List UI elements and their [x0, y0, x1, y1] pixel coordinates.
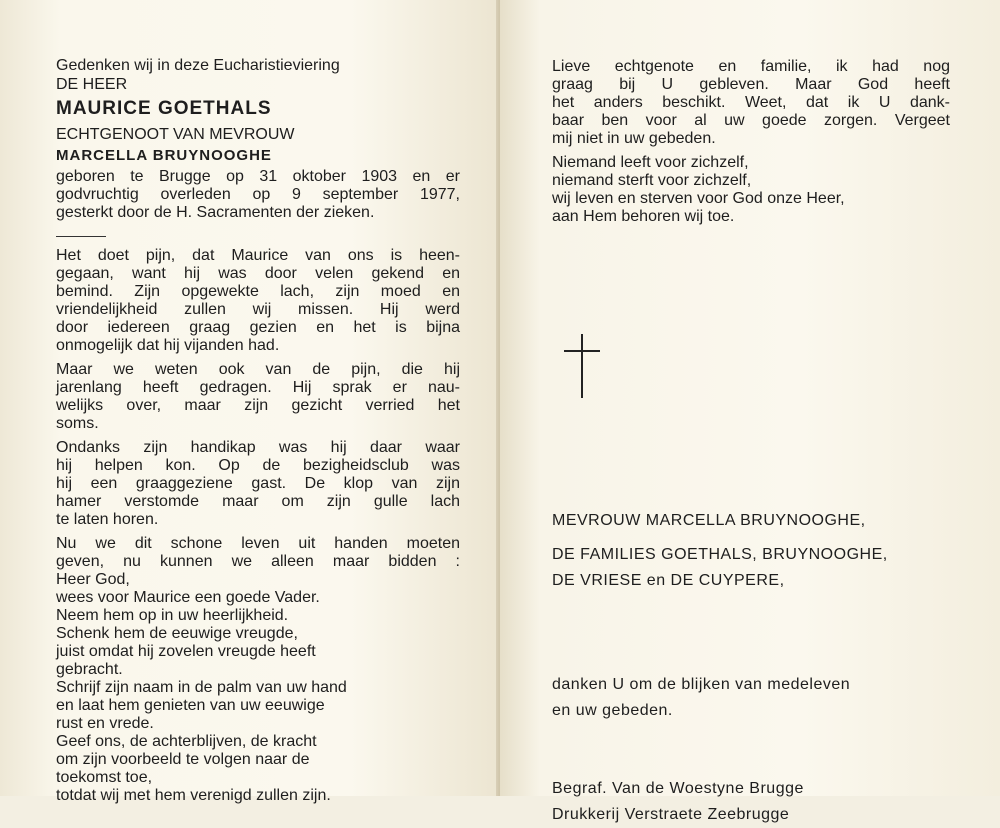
p4-line: totdat wij met hem verenigd zullen zijn.	[56, 787, 331, 804]
p3-line: hij een graaggeziene gast. De klop van zijn	[56, 475, 460, 492]
p4-line: Geef ons, de achterblijven, de kracht	[56, 733, 317, 750]
p1-line: door iedereen graag gezien en het is bijna	[56, 319, 460, 336]
p3-line: hamer verstomde maar om zijn gulle lach	[56, 493, 460, 510]
paragraph-1	[56, 247, 460, 355]
right-page	[500, 0, 1000, 823]
p4-line: Heer God,	[56, 571, 130, 588]
birth-line-2: godvruchtig overleden op 9 september 1977,	[56, 186, 460, 203]
p4-line: en laat hem genieten van uw eeuwige	[56, 697, 325, 714]
intro-line-1: Gedenken wij in deze Eucharistieviering	[56, 57, 340, 74]
verse-line: Niemand leeft voor zichzelf,	[552, 154, 749, 171]
p4-line: geven, nu kunnen we alleen maar bidden :	[56, 553, 460, 570]
credit-line: Drukkerij Verstraete Zeebrugge	[552, 806, 790, 823]
farewell-message	[552, 58, 950, 148]
p1-line: bemind. Zijn opgewekte lach, zijn moed en	[56, 283, 460, 300]
farewell-line: het anders beschikt. Weet, dat ik U dank-	[552, 94, 950, 111]
birth-line-1: geboren te Brugge op 31 oktober 1903 en er	[56, 168, 460, 185]
p4-line: juist omdat hij zovelen vreugde heeft	[56, 643, 316, 660]
p4-line: gebracht.	[56, 661, 123, 678]
mourner-line: DE FAMILIES GOETHALS, BRUYNOOGHE,	[552, 546, 888, 563]
spouse-name: MARCELLA BRUYNOOGHE	[56, 147, 272, 164]
mourner-line: DE VRIESE en DE CUYPERE,	[552, 572, 785, 589]
section-divider	[56, 236, 106, 237]
p4-line: om zijn voorbeeld te volgen naar de	[56, 751, 310, 768]
thanks-line: danken U om de blijken van medeleven	[552, 676, 851, 693]
mourner-line: MEVROUW MARCELLA BRUYNOOGHE,	[552, 512, 866, 529]
farewell-line: graag bij U gebleven. Maar God heeft	[552, 76, 950, 93]
spouse-intro: ECHTGENOOT VAN MEVROUW	[56, 126, 295, 143]
mourners-block	[552, 508, 950, 828]
p1-line: onmogelijk dat hij vijanden had.	[56, 337, 280, 354]
p3-line: hij helpen kon. Op de bezigheidsclub was	[56, 457, 460, 474]
intro-line-2: DE HEER	[56, 76, 128, 93]
p4-line: wees voor Maurice een goede Vader.	[56, 589, 320, 606]
farewell-line: Lieve echtgenote en familie, ik had nog	[552, 58, 950, 75]
p4-line: rust en vrede.	[56, 715, 154, 732]
p2-line: soms.	[56, 415, 99, 432]
birth-line-3: gesterkt door de H. Sacramenten der zieken.	[56, 204, 375, 221]
p1-line: Het doet pijn, dat Maurice van ons is heen-	[56, 247, 460, 264]
thanks-line: en uw gebeden.	[552, 702, 673, 719]
verse-line: aan Hem behoren wij toe.	[552, 208, 735, 225]
farewell-line: baar ben voor al uw goede zorgen. Vergeet	[552, 112, 950, 129]
verse	[552, 154, 950, 226]
p1-line: vriendelijkheid zullen wij missen. Hij werd	[56, 301, 460, 318]
left-page	[0, 0, 500, 804]
p4-line: Neem hem op in uw heerlijkheid.	[56, 607, 289, 624]
p4-line: Schenk hem de eeuwige vreugde,	[56, 625, 298, 642]
farewell-line: mij niet in uw gebeden.	[552, 130, 716, 147]
p3-line: Ondanks zijn handikap was hij daar waar	[56, 439, 460, 456]
paragraph-3	[56, 439, 460, 529]
credit-line: Begraf. Van de Woestyne Brugge	[552, 780, 804, 797]
verse-line: wij leven en sterven voor God onze Heer,	[552, 190, 845, 207]
p4-line: toekomst toe,	[56, 769, 153, 786]
p1-line: gegaan, want hij was door velen gekend en	[56, 265, 460, 282]
p4-line: Nu we dit schone leven uit handen moeten	[56, 535, 460, 552]
paragraph-4-prayer	[56, 535, 460, 805]
deceased-name: MAURICE GOETHALS	[56, 98, 272, 119]
p3-line: te laten horen.	[56, 511, 159, 528]
p2-line: welijks over, maar zijn gezicht verried het	[56, 397, 460, 414]
paragraph-2	[56, 361, 460, 433]
p2-line: Maar we weten ook van de pijn, die hij	[56, 361, 460, 378]
verse-line: niemand sterft voor zichzelf,	[552, 172, 752, 189]
p2-line: jarenlang heeft gedragen. Hij sprak er nau-	[56, 379, 460, 396]
p4-line: Schrijf zijn naam in de palm van uw hand	[56, 679, 347, 696]
cross-icon	[564, 334, 604, 404]
